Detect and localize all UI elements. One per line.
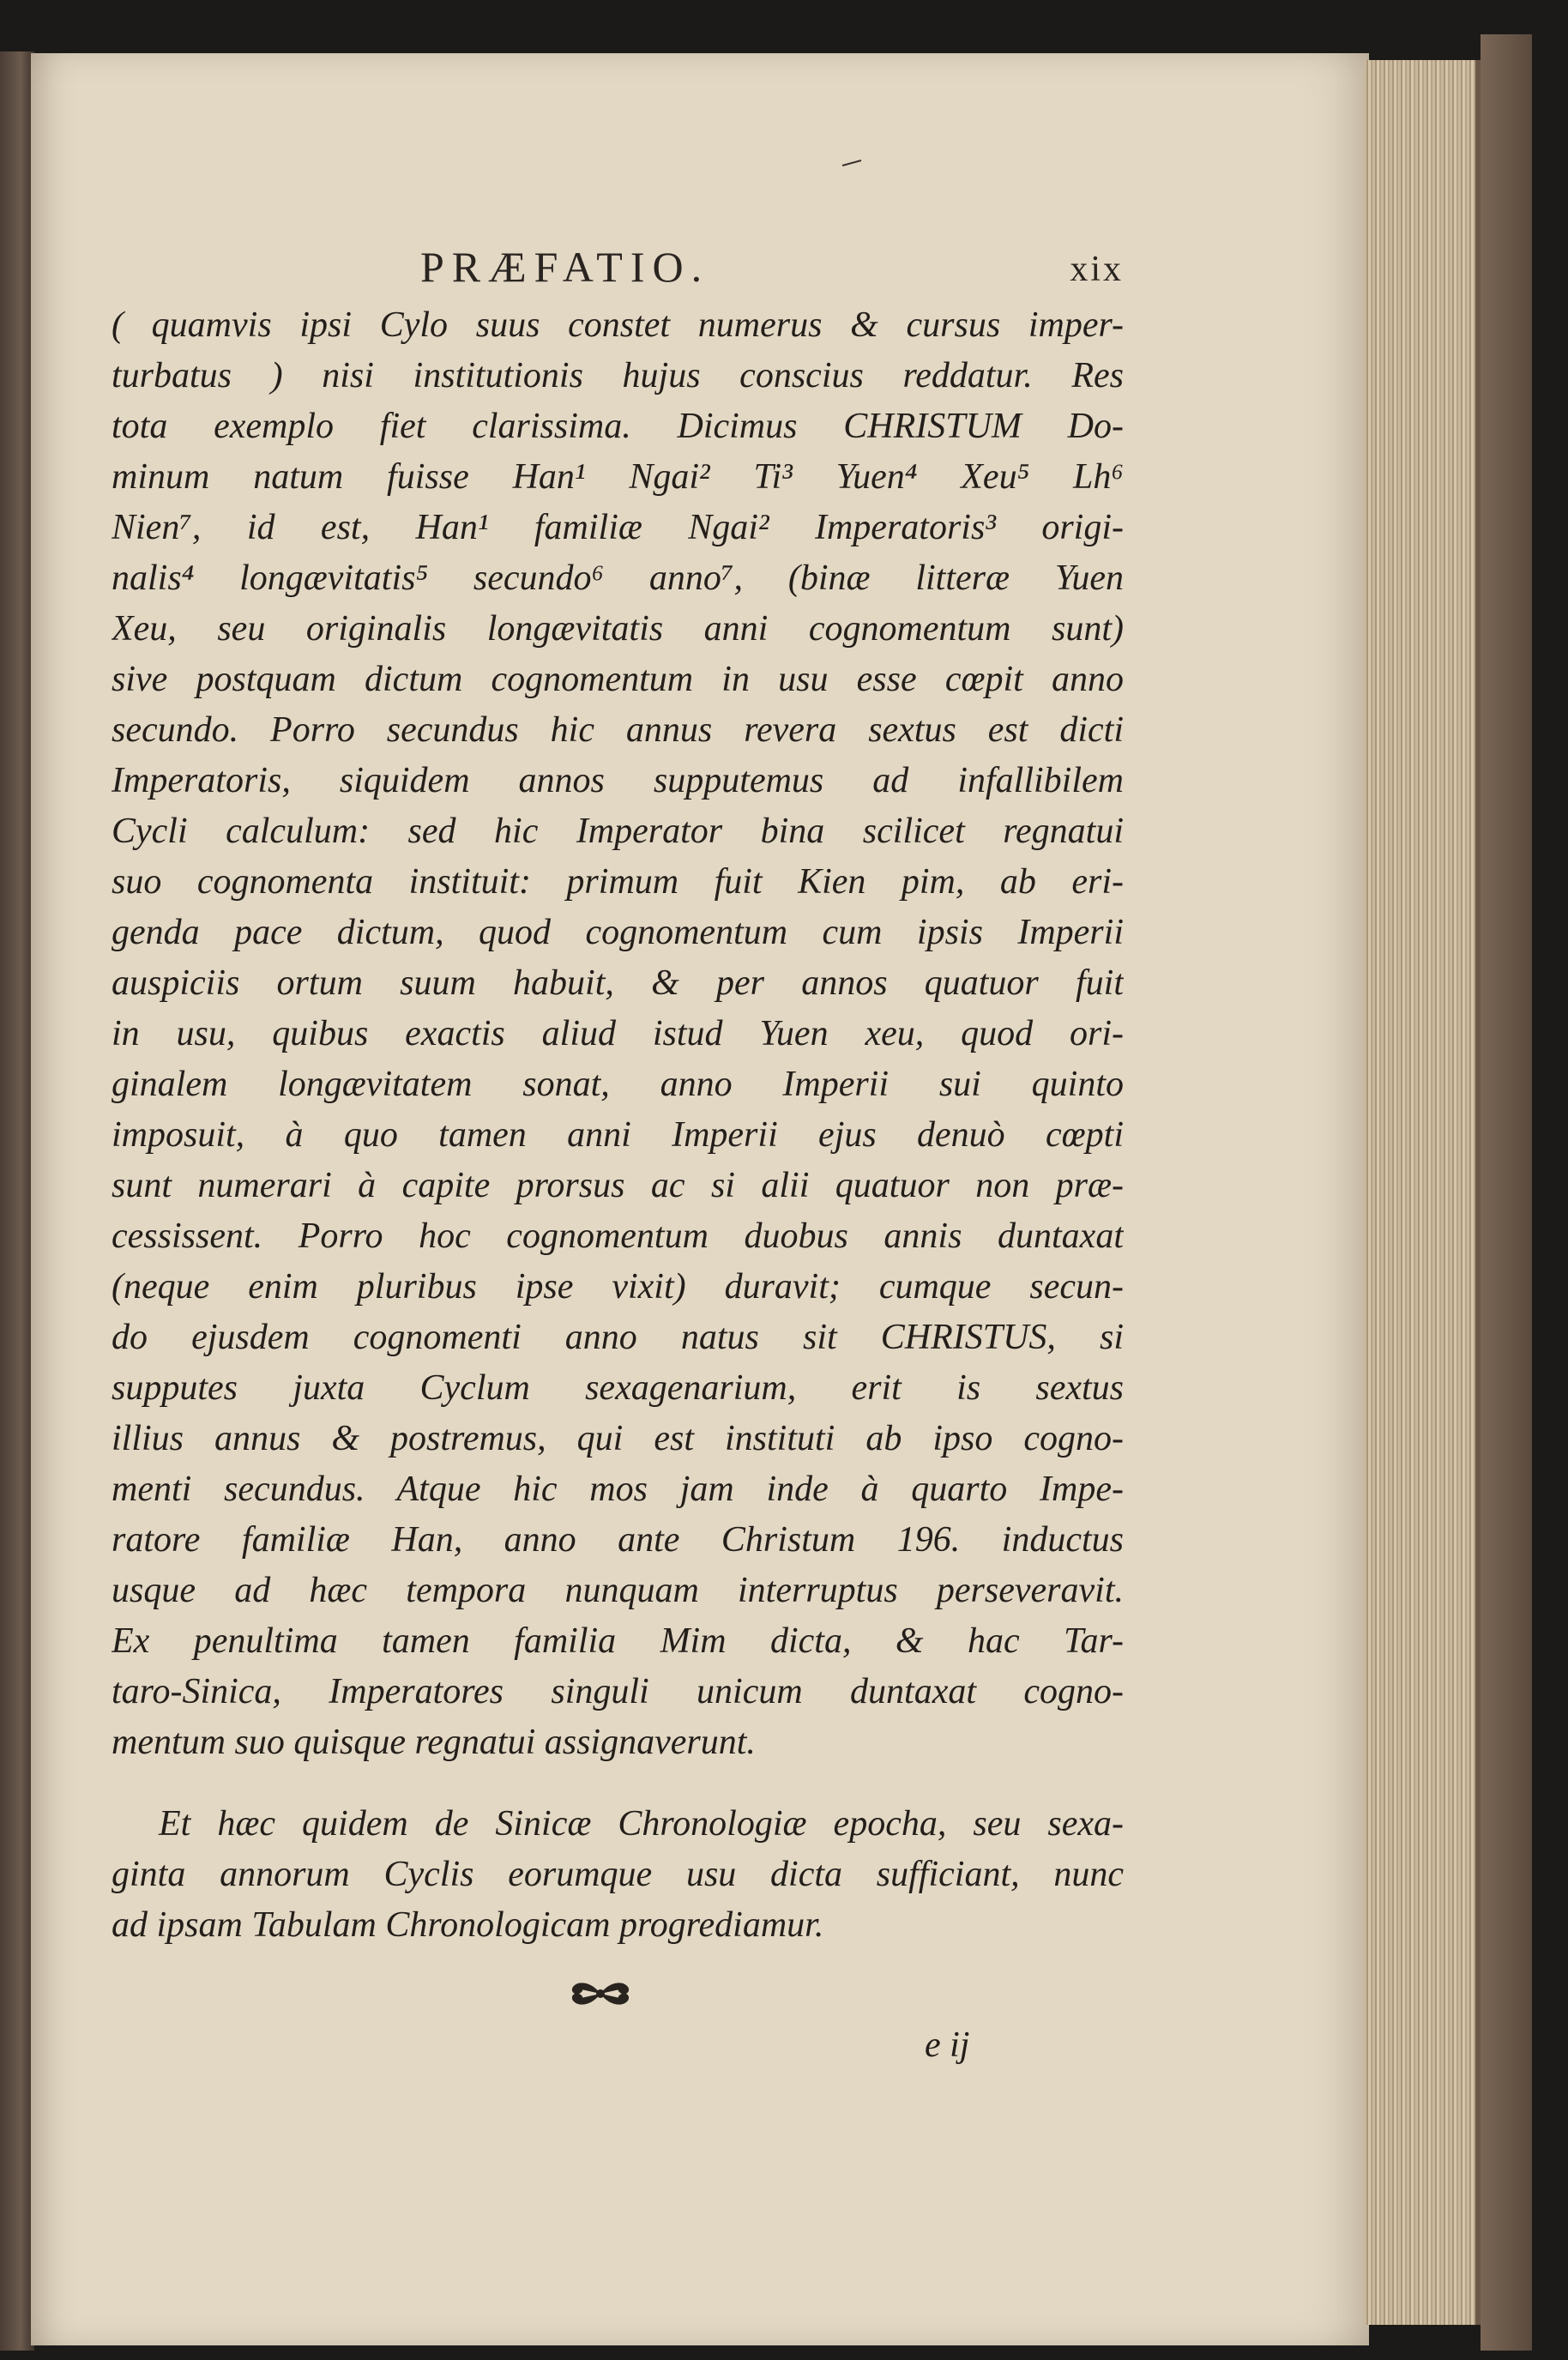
text-line: Imperatoris, siquidem annos supputemus ad infallibilem	[112, 761, 1124, 800]
text-line: turbatus ) nisi institutionis hujus conscius reddatur. Res	[112, 356, 1124, 395]
text-line: mentum suo quisque regnatui assignaverunt.	[112, 1723, 756, 1762]
main-text	[112, 300, 1124, 1951]
text-line: taro-Sinica, Imperatores singuli unicum duntaxat cogno-	[112, 1672, 1124, 1711]
text-line: auspiciis ortum suum habuit, & per annos quatuor fuit	[112, 963, 1124, 1003]
text-line: cessissent. Porro hoc cognomentum duobus annis duntaxat	[112, 1216, 1124, 1256]
book-cover-left	[0, 51, 34, 2351]
text-line: genda pace dictum, quod cognomentum cum ipsis Imperii	[112, 913, 1124, 952]
text-line: ( quamvis ipsi Cylo suus constet numerus & cursus imper-	[112, 305, 1124, 345]
book-cover-right	[1481, 34, 1532, 2351]
text-line: secundo. Porro secundus hic annus revera sextus est dicti	[112, 710, 1124, 750]
stray-ink-mark	[841, 159, 863, 167]
text-line: imposuit, à quo tamen anni Imperii ejus denuò cœpti	[112, 1115, 1124, 1155]
text-line: sunt numerari à capite prorsus ac si alii quatuor non præ-	[112, 1166, 1124, 1205]
running-title: PRÆFATIO.	[420, 243, 710, 291]
fleuron-ornament-icon	[566, 1975, 635, 2013]
closing-line: ad ipsam Tabulam Chronologicam progrediamur.	[112, 1905, 824, 1945]
text-line: ginalem longævitatem sonat, anno Imperii sui quinto	[112, 1065, 1124, 1104]
text-line: Nien⁷, id est, Han¹ familiæ Ngai² Imperatoris³ origi-	[112, 508, 1124, 547]
text-line: in usu, quibus exactis aliud istud Yuen xeu, quod ori-	[112, 1014, 1124, 1053]
text-line: Xeu, seu originalis longævitatis anni cognomentum sunt)	[112, 609, 1124, 649]
text-line: sive postquam dictum cognomentum in usu esse cœpit anno	[112, 660, 1124, 699]
folio-number: xix	[1070, 250, 1124, 289]
text-line: suo cognomenta instituit: primum fuit Kien pim, ab eri-	[112, 862, 1124, 902]
text-line: nalis⁴ longævitatis⁵ secundo⁶ anno⁷, (binæ litteræ Yuen	[112, 558, 1124, 598]
text-line: ratore familiæ Han, anno ante Christum 196. inductus	[112, 1520, 1124, 1560]
text-line: tota exemplo fiet clarissima. Dicimus CHRISTUM Do-	[112, 407, 1124, 446]
text-line: minum natum fuisse Han¹ Ngai² Ti³ Yuen⁴ Xeu⁵ Lh⁶	[112, 457, 1124, 497]
text-line: do ejusdem cognomenti anno natus sit CHRISTUS, si	[112, 1318, 1124, 1357]
signature-mark: e ij	[925, 2025, 970, 2065]
text-line: (neque enim pluribus ipse vixit) duravit; cumque secun-	[112, 1267, 1124, 1307]
text-line: Cycli calculum: sed hic Imperator bina scilicet regnatui	[112, 812, 1124, 851]
closing-line: ginta annorum Cyclis eorumque usu dicta sufficiant, nunc	[112, 1855, 1124, 1894]
page-edges	[1364, 60, 1481, 2325]
closing-line: Et hæc quidem de Sinicæ Chronologiæ epocha, seu sexa-	[159, 1804, 1124, 1844]
text-line: Ex penultima tamen familia Mim dicta, & hac Tar-	[112, 1621, 1124, 1661]
text-line: menti secundus. Atque hic mos jam inde à quarto Impe-	[112, 1470, 1124, 1509]
text-line: illius annus & postremus, qui est instituti ab ipso cogno-	[112, 1419, 1124, 1458]
page-header	[112, 242, 1124, 293]
text-line: supputes juxta Cyclum sexagenarium, erit is sextus	[112, 1368, 1124, 1408]
text-line: usque ad hæc tempora nunquam interruptus perseveravit.	[112, 1571, 1124, 1610]
